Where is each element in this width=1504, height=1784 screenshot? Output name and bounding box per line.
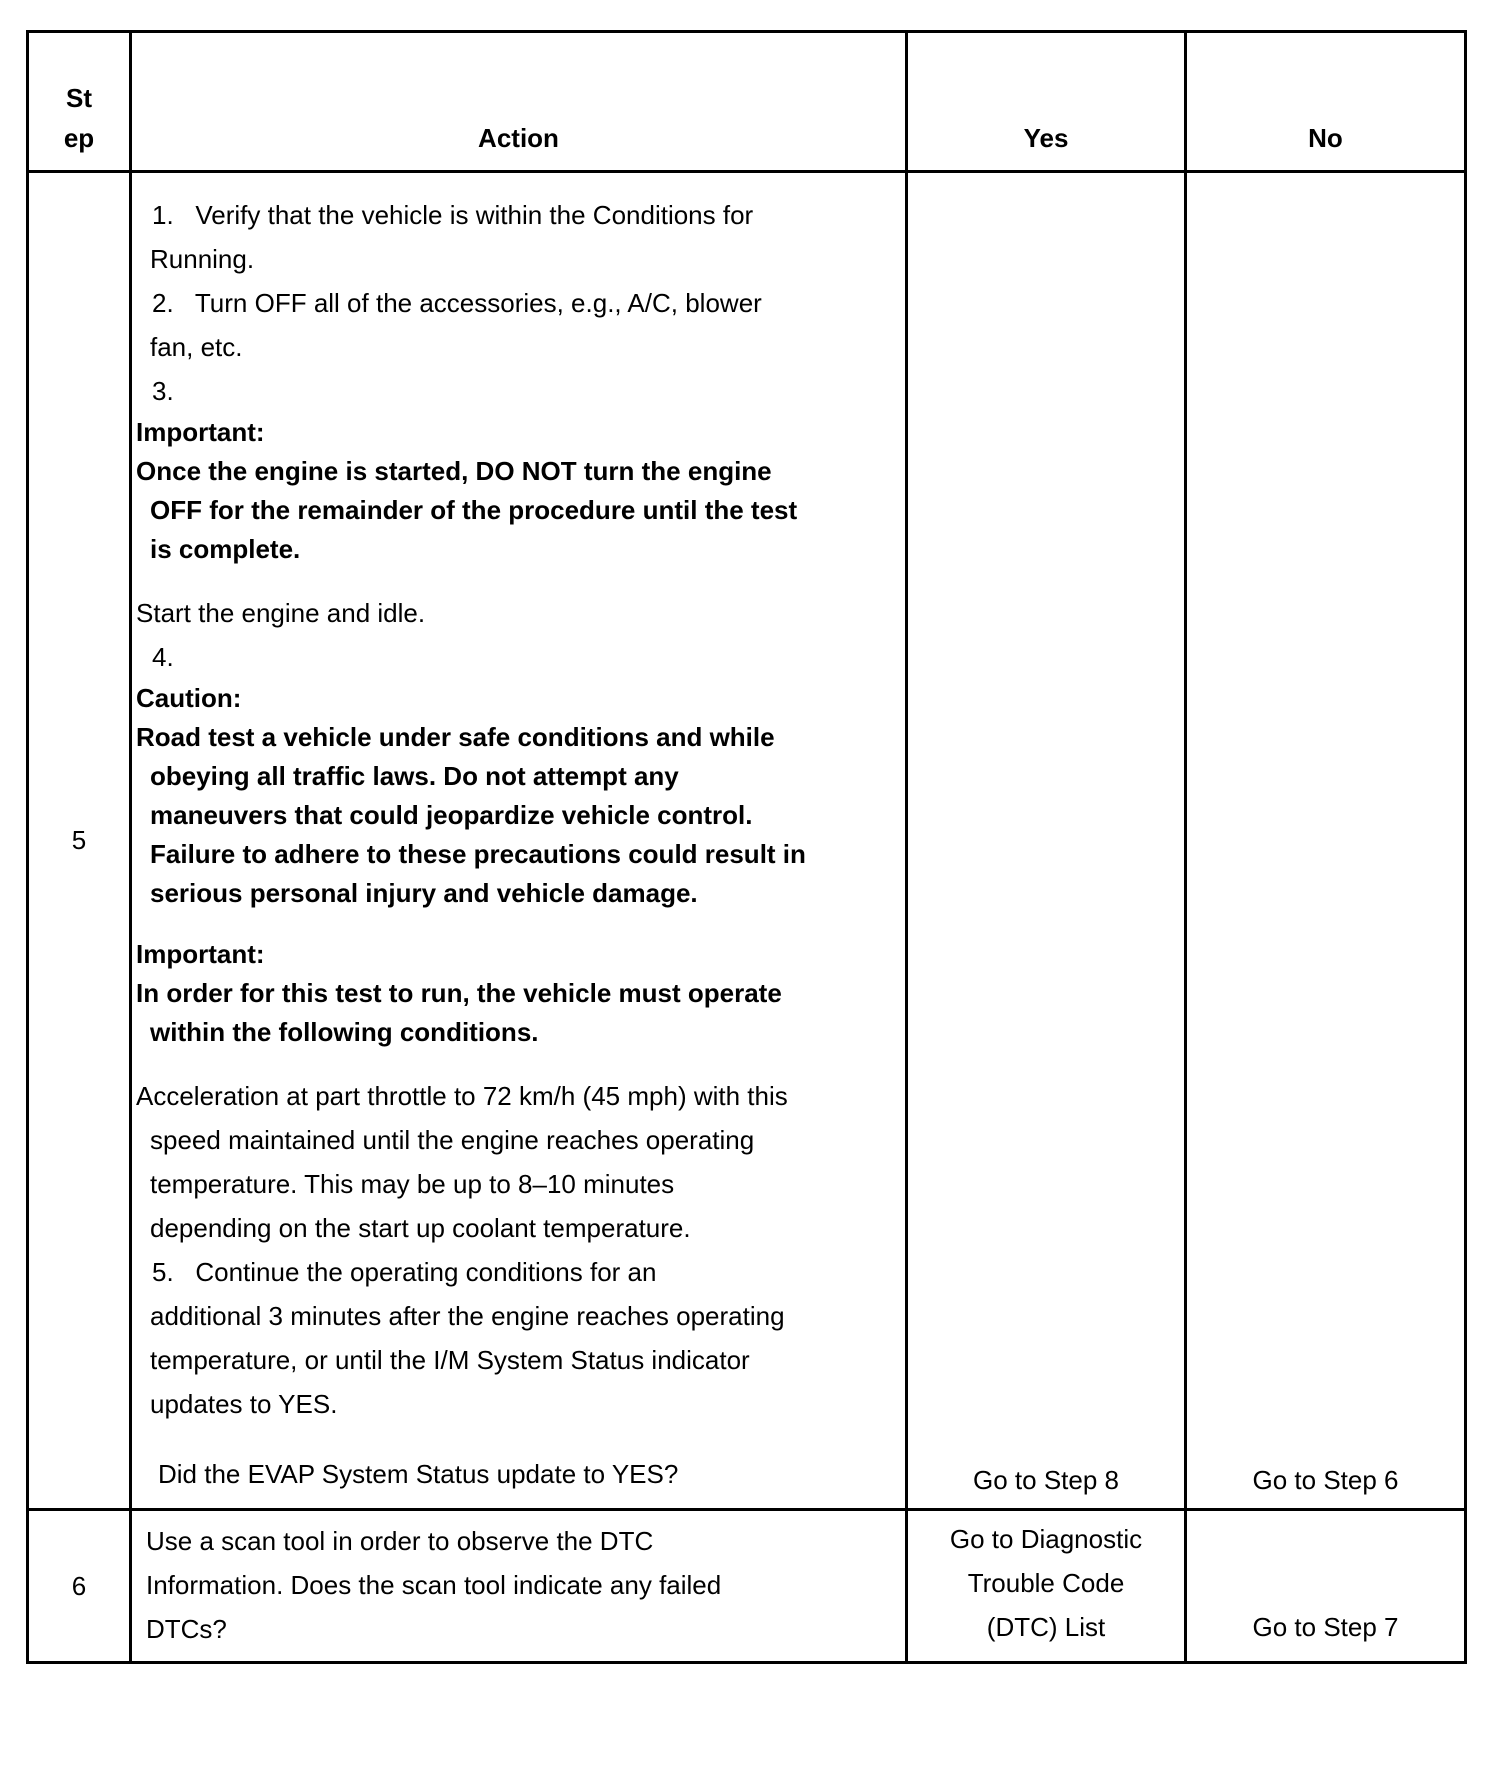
step-6-number: 6 (28, 1510, 131, 1663)
step-5-item-5-line-3: temperature, or until the I/M System Status indicator (150, 1345, 750, 1375)
important-1-line-2: OFF for the remainder of the procedure until the test (150, 495, 798, 525)
important-1-line-1: Once the engine is started, DO NOT turn the engine (136, 456, 772, 486)
caution-line-3: maneuvers that could jeopardize vehicle control. (150, 800, 753, 830)
spacer (136, 913, 893, 935)
step-6-row (28, 1510, 1466, 1663)
caution-line-1: Road test a vehicle under safe conditions and while (136, 722, 775, 752)
step-5-action (131, 172, 907, 1510)
important-2-line-2: within the following conditions. (150, 1017, 539, 1047)
step-5-item-4-line-1: Acceleration at part throttle to 72 km/h (45 mph) with this (136, 1081, 788, 1111)
step-5-question: Did the EVAP System Status update to YES? (158, 1459, 679, 1489)
spacer (136, 1052, 893, 1074)
step-6-yes-line-1: Go to Diagnostic (949, 1524, 1143, 1554)
step-5-number: 5 (28, 172, 131, 1510)
step-5-item-5: 5. Continue the operating conditions for an (152, 1257, 657, 1287)
caution-label: Caution: (136, 683, 242, 713)
step-5-item-5-line-4: updates to YES. (150, 1389, 338, 1419)
diagnostic-steps-table (26, 30, 1467, 1664)
header-step: St ep (28, 32, 131, 172)
important-2-line-1: In order for this test to run, the vehicle must operate (136, 978, 782, 1008)
step-5-item-4-line-2: speed maintained until the engine reaches operating (150, 1125, 755, 1155)
step-6-no: Go to Step 7 (1186, 1510, 1466, 1663)
step-5-row (28, 172, 1466, 1510)
step-5-item-3-text: Start the engine and idle. (136, 598, 426, 628)
step-6-line-2: Information. Does the scan tool indicate any failed (146, 1570, 722, 1600)
step-5-item-4-line-4: depending on the start up coolant temperature. (150, 1213, 691, 1243)
step-5-item-4-num: 4. (152, 642, 174, 672)
step-5-item-4-line-3: temperature. This may be up to 8–10 minutes (150, 1169, 675, 1199)
step-5-item-2-cont: fan, etc. (150, 332, 243, 362)
header-action: Action (131, 32, 907, 172)
caution-line-5: serious personal injury and vehicle damage. (150, 878, 698, 908)
important-1-line-3: is complete. (150, 534, 301, 564)
step-5-item-5-line-2: additional 3 minutes after the engine reaches operating (150, 1301, 785, 1331)
header-no: No (1186, 32, 1466, 172)
step-5-yes: Go to Step 8 (907, 172, 1186, 1510)
step-6-yes-line-3: (DTC) List (986, 1612, 1106, 1642)
step-5-item-1-cont: Running. (150, 244, 255, 274)
caution-line-2: obeying all traffic laws. Do not attempt any (150, 761, 679, 791)
step-5-item-3-num: 3. (152, 376, 174, 406)
step-5-no: Go to Step 6 (1186, 172, 1466, 1510)
header-yes: Yes (907, 32, 1186, 172)
important-label: Important: (136, 417, 265, 447)
step-5-item-1: 1. Verify that the vehicle is within the Conditions for (152, 200, 754, 230)
important-note-2 (136, 935, 893, 1052)
header-row (28, 32, 1466, 172)
step-6-yes (907, 1510, 1186, 1663)
step-6-line-3: DTCs? (146, 1614, 227, 1644)
step-6-line-1: Use a scan tool in order to observe the DTC (146, 1526, 654, 1556)
step-6-action (131, 1510, 907, 1663)
caution-line-4: Failure to adhere to these precautions could result in (150, 839, 806, 869)
caution-note (136, 679, 893, 913)
step-5-item-2: 2. Turn OFF all of the accessories, e.g., A/C, blower (152, 288, 762, 318)
important-note-1 (136, 413, 893, 569)
spacer (136, 569, 893, 591)
important-label: Important: (136, 939, 265, 969)
step-6-yes-line-2: Trouble Code (967, 1568, 1125, 1598)
